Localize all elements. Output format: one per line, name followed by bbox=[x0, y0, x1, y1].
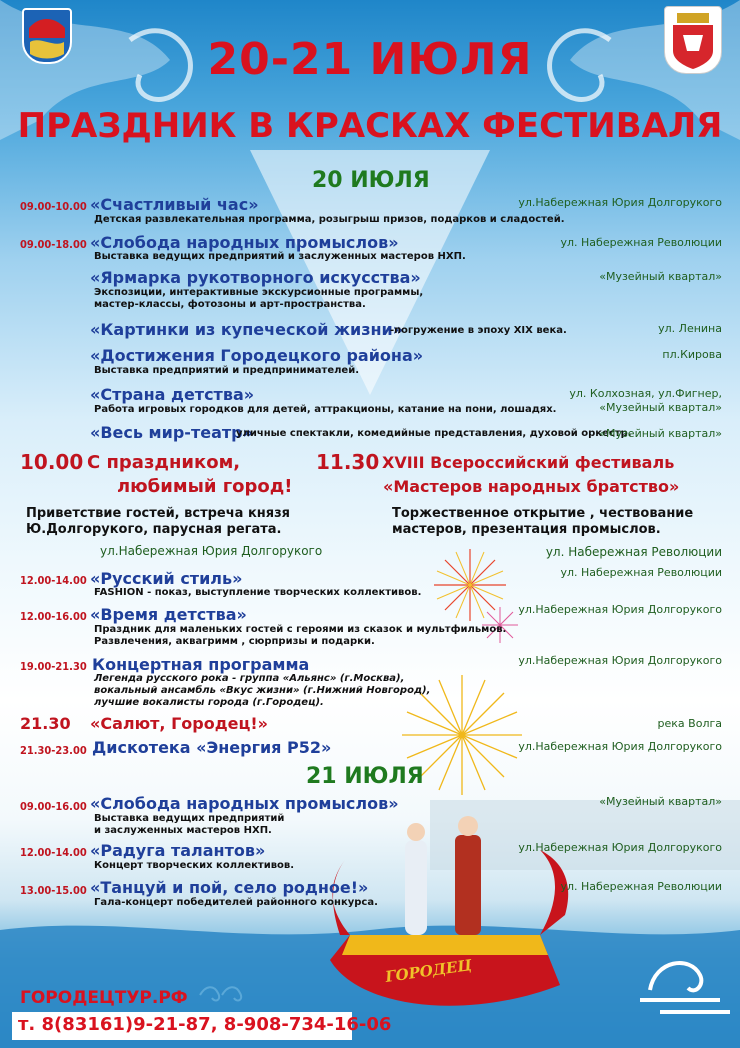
event-location: ул.Набережная Юрия Долгорукого bbox=[518, 841, 722, 854]
event-title: «Счастливый час» bbox=[90, 195, 259, 214]
event-time: 21.30 bbox=[20, 714, 71, 733]
main-event-desc: Приветствие гостей, встреча князя bbox=[26, 506, 291, 521]
event-time: 09.00-10.00 bbox=[20, 200, 87, 213]
event-desc: уличные спектакли, комедийные представления, духовой оркестр. bbox=[236, 428, 632, 439]
event-desc: Выставка ведущих предприятий и заслуженных мастеров НХП. bbox=[94, 251, 466, 262]
main-event-desc: Ю.Долгорукого, парусная регата. bbox=[26, 522, 282, 537]
main-event-title: любимый город! bbox=[117, 476, 293, 497]
event-location: ул. Колхозная, ул.Фигнер, bbox=[569, 387, 722, 400]
firework-icon bbox=[434, 549, 506, 621]
event-desc: FASHION - показ, выступление творческих коллективов. bbox=[94, 587, 422, 598]
event-title: «Время детства» bbox=[90, 605, 247, 624]
event-time: 12.00-16.00 bbox=[20, 610, 87, 623]
event-location: «Музейный квартал» bbox=[599, 270, 722, 283]
event-desc: Развлечения, аквагримм , сюрпризы и подарки. bbox=[94, 636, 375, 647]
event-title: «Русский стиль» bbox=[90, 569, 243, 588]
boat-label: ГОРОДЕЦ bbox=[384, 956, 473, 986]
event-desc: лучшие вокалисты города (г.Городец). bbox=[94, 697, 324, 708]
event-time: 12.00-14.00 bbox=[20, 574, 87, 587]
event-title: «Радуга талантов» bbox=[90, 841, 266, 860]
event-time: 09.00-16.00 bbox=[20, 800, 87, 813]
event-location: пл.Кирова bbox=[662, 348, 722, 361]
poster-dates: 20-21 ИЮЛЯ bbox=[207, 34, 533, 85]
event-desc: и заслуженных мастеров НХП. bbox=[94, 825, 272, 836]
event-title: Дискотека «Энергия Р52» bbox=[92, 738, 332, 757]
event-desc: вокальный ансамбль «Вкус жизни» (г.Нижний Новгород), bbox=[94, 685, 431, 696]
event-desc: мастер-классы, фотозоны и арт-пространства. bbox=[94, 299, 366, 310]
event-title: «Слобода народных промыслов» bbox=[90, 233, 399, 252]
main-event-title: «Мастеров народных братство» bbox=[383, 477, 680, 496]
event-title: «Ярмарка рукотворного искусства» bbox=[90, 268, 421, 287]
event-location: река Волга bbox=[657, 717, 722, 730]
day1-label: 20 ИЮЛЯ bbox=[312, 168, 430, 193]
event-location: ул.Набережная Юрия Долгорукого bbox=[518, 654, 722, 667]
main-event-time: 10.00 bbox=[20, 450, 84, 474]
event-time: 12.00-14.00 bbox=[20, 846, 87, 859]
event-title: Концертная программа bbox=[92, 655, 310, 674]
day2-label: 21 ИЮЛЯ bbox=[306, 764, 424, 789]
main-event-desc: мастеров, презентация промыслов. bbox=[392, 522, 661, 537]
event-location: ул. Набережная Революции bbox=[560, 566, 722, 579]
event-desc: Работа игровых городков для детей, аттракционы, катание на пони, лошадях. bbox=[94, 404, 557, 415]
event-title: «Страна детства» bbox=[90, 385, 255, 404]
main-event-time: 11.30 bbox=[316, 450, 380, 474]
event-desc: Легенда русского рока - группа «Альянс» (г.Москва), bbox=[94, 673, 405, 684]
main-event-title: XVIII Всероссийский фестиваль bbox=[382, 453, 675, 472]
event-location: ул. Ленина bbox=[658, 322, 722, 335]
event-title: «Танцуй и пой, село родное!» bbox=[90, 878, 369, 897]
event-title: «Картинки из купеческой жизни» bbox=[90, 320, 404, 339]
event-title: «Слобода народных промыслов» bbox=[90, 794, 399, 813]
event-title: «Достижения Городецкого района» bbox=[90, 346, 424, 365]
event-desc: Экспозиции, интерактивные экскурсионные программы, bbox=[94, 287, 424, 298]
event-location: ул.Набережная Юрия Долгорукого bbox=[518, 740, 722, 753]
event-desc: Праздник для маленьких гостей с героями из сказок и мультфильмов. bbox=[94, 624, 507, 635]
event-location: ул. Набережная Революции bbox=[560, 880, 722, 893]
event-desc: Концерт творческих коллективов. bbox=[94, 860, 295, 871]
event-location: ул.Набережная Юрия Долгорукого bbox=[518, 196, 722, 209]
event-title: «Салют, Городец!» bbox=[90, 714, 268, 733]
event-title: «Весь мир-театр» bbox=[90, 423, 253, 442]
event-location: ул. Набережная Революции bbox=[560, 236, 722, 249]
event-desc: Выставка ведущих предприятий bbox=[94, 813, 285, 824]
event-desc: Выставка предприятий и предпринимателей. bbox=[94, 365, 360, 376]
event-desc: Гала-концерт победителей районного конкурса. bbox=[94, 897, 378, 908]
main-event-location: ул.Набережная Юрия Долгорукого bbox=[100, 544, 323, 558]
event-location: «Музейный квартал» bbox=[599, 795, 722, 808]
event-desc: Детская развлекательная программа, розыгрыш призов, подарков и сладостей. bbox=[94, 214, 565, 225]
event-location: «Музейный квартал» bbox=[599, 401, 722, 414]
phone-number: т. 8(83161)9-21-87, 8-908-734-16-06 bbox=[18, 1014, 392, 1035]
event-time: 09.00-18.00 bbox=[20, 238, 87, 251]
main-event-location: ул. Набережная Революции bbox=[545, 545, 722, 559]
event-time: 21.30-23.00 bbox=[20, 744, 87, 757]
event-location: «Музейный квартал» bbox=[599, 427, 722, 440]
website-link[interactable]: ГОРОДЕЦТУР.РФ bbox=[20, 988, 188, 1008]
event-time: 13.00-15.00 bbox=[20, 884, 87, 897]
poster-title: ПРАЗДНИК В КРАСКАХ ФЕСТИВАЛЯ bbox=[17, 106, 723, 146]
event-desc: -погружение в эпоху XIX века. bbox=[390, 325, 567, 336]
main-event-title: С праздником, bbox=[87, 452, 241, 473]
event-location: ул.Набережная Юрия Долгорукого bbox=[518, 603, 722, 616]
main-event-desc: Торжественное открытие , чествование bbox=[392, 506, 694, 521]
event-time: 19.00-21.30 bbox=[20, 660, 87, 673]
